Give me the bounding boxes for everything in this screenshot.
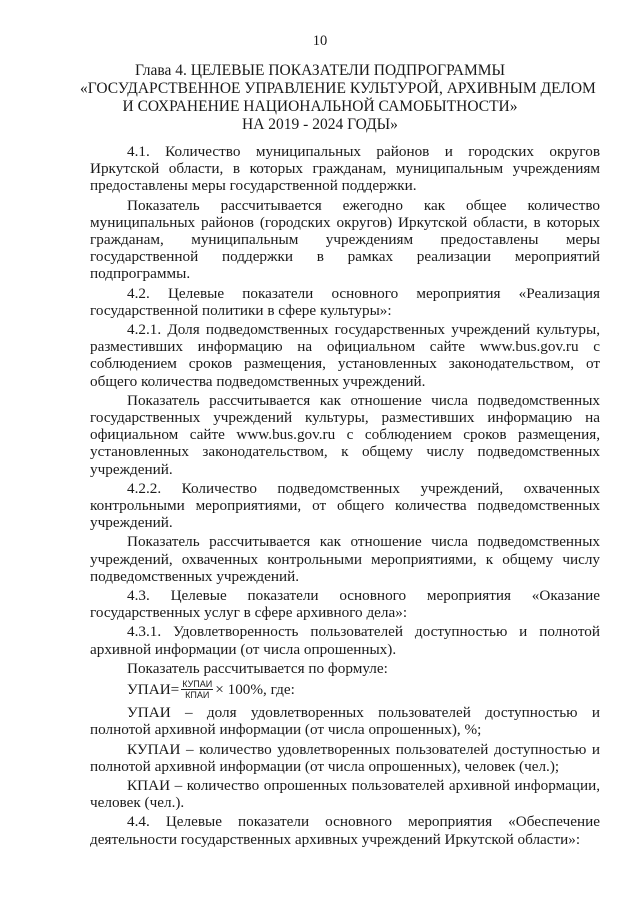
paragraph-4-1-method: Показатель рассчитывается ежегодно как общее количество муниципальных районов (городских округов) Иркутской области, в которых гражданам, муниципальным учреждениям предоставлены меры государственной поддержки в рамках реализации мероприятий подпрограммы. [90, 196, 600, 283]
paragraph-4-2-1: 4.2.1. Доля подведомственных государственных учреждений культуры, разместивших информацию на официальном сайте www.bus.gov.ru с соблюдением сроков размещения, установленных законодательством, от общего количества подведомственных учреждений. [90, 321, 600, 390]
chapter-title-line: Глава 4. ЦЕЛЕВЫЕ ПОКАЗАТЕЛИ ПОДПРОГРАММЫ [134, 62, 506, 79]
paragraph-4-2-2-method: Показатель рассчитывается как отношение числа подведомственных учреждений, охваченных контрольными мероприятиями, к общему числу подведомственных учреждений. [90, 533, 600, 585]
formula-numerator: КУПАИ [182, 679, 213, 690]
formula-rhs: × 100%, где: [215, 680, 295, 698]
formula-denominator: КПАИ [185, 690, 210, 701]
definition-kpai: КПАИ – количество опрошенных пользователей архивной информации, человек (чел.). [90, 776, 600, 812]
chapter-title-line: НА 2019 - 2024 ГОДЫ» [242, 116, 398, 133]
chapter-title-line: «ГОСУДАРСТВЕННОЕ УПРАВЛЕНИЕ КУЛЬТУРОЙ, АРХИВНЫМ ДЕЛОМ [80, 80, 596, 97]
document-body [90, 143, 600, 850]
paragraph-4-3: 4.3. Целевые показатели основного мероприятия «Оказание государственных услуг в сфере архивного дела»: [90, 587, 600, 622]
paragraph-4-4: 4.4. Целевые показатели основного мероприятия «Обеспечение деятельности государственных архивных учреждений Иркутской области»: [90, 813, 600, 848]
chapter-title [80, 62, 596, 134]
chapter-title-line: И СОХРАНЕНИЕ НАЦИОНАЛЬНОЙ САМОБЫТНОСТИ» [122, 98, 518, 115]
paragraph-4-2: 4.2. Целевые показатели основного мероприятия «Реализация государственной политики в сфере культуры»: [90, 284, 600, 319]
formula-lhs: УПАИ= [127, 680, 180, 698]
definition-upai: УПАИ – доля удовлетворенных пользователей доступностью и полнотой архивной информации (от числа опрошенных), %; [90, 704, 600, 739]
paragraph-4-1: 4.1. Количество муниципальных районов и городских округов Иркутской области, в которых гражданам, муниципальным учреждениям предоставлены меры государственной поддержки. [90, 143, 600, 195]
paragraph-4-2-1-method: Показатель рассчитывается как отношение числа подведомственных государственных учреждений культуры, разместивших информацию на официальном сайте www.bus.gov.ru с соблюдением сроков размещения, установленных законодательством, к общему числу подведомственных учреждений. [90, 391, 600, 478]
paragraph-formula-intro: Показатель рассчитывается по формуле: [127, 659, 388, 677]
definition-kupai: КУПАИ – количество удовлетворенных пользователей доступностью и полнотой архивной информации (от числа опрошенных), человек (чел.); [90, 740, 600, 775]
page-number: 10 [312, 33, 328, 49]
paragraph-4-2-2: 4.2.2. Количество подведомственных учреждений, охваченных контрольными мероприятиями, от общего количества подведомственных учреждений. [90, 479, 600, 532]
paragraph-4-3-1: 4.3.1. Удовлетворенность пользователей доступностью и полнотой архивной информации (от числа опрошенных). [90, 623, 600, 658]
formula [90, 679, 600, 700]
formula-fraction [181, 679, 213, 700]
